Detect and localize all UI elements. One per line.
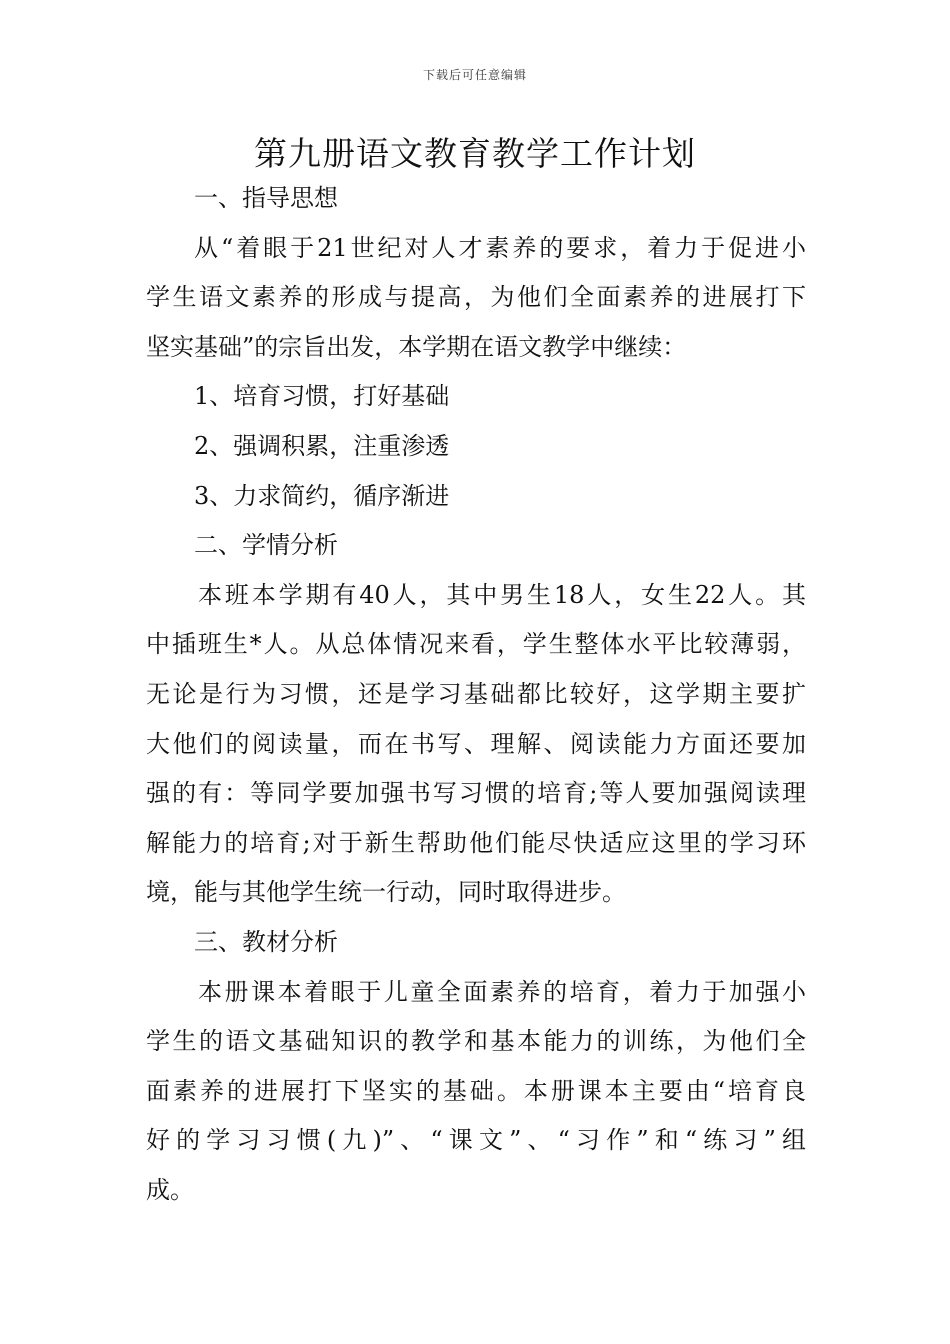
- header-note: 下载后可任意编辑: [422, 68, 527, 82]
- paragraph-line: 本册课本着眼于儿童全面素养的培育，着力于加强小: [198, 977, 806, 1006]
- paragraph-line: 境，能与其他学生统一行动，同时取得进步。: [146, 878, 626, 907]
- paragraph-line: 强的有：等同学要加强书写习惯的培育;等人要加强阅读理: [146, 779, 806, 808]
- paragraph-line: 学生语文素养的形成与提高，为他们全面素养的进展打下: [146, 283, 806, 312]
- paragraph-line: 中插班生*人。从总体情况来看，学生整体水平比较薄弱，: [146, 630, 806, 659]
- list-item: 3、力求简约，循序渐进: [194, 481, 450, 510]
- paragraph-line: 学生的语文基础知识的教学和基本能力的训练，为他们全: [146, 1027, 806, 1056]
- document-body: [146, 174, 806, 1215]
- list-item: 2、强调积累，注重渗透: [194, 431, 450, 460]
- paragraph-line: 好的学习习惯(九)”、“课文”、“习作”和“练习”组: [146, 1126, 806, 1155]
- document-title: 第九册语文教育教学工作计划: [254, 134, 696, 173]
- paragraph-line: 面素养的进展打下坚实的基础。本册课本主要由“培育良: [146, 1076, 806, 1105]
- paragraph-line: 成。: [146, 1175, 194, 1204]
- section-heading: 二、学情分析: [194, 531, 338, 560]
- paragraph-line: 从“着眼于21世纪对人才素养的要求，着力于促进小: [194, 233, 806, 262]
- paragraph-line: 解能力的培育;对于新生帮助他们能尽快适应这里的学习环: [146, 828, 806, 857]
- paragraph-line: 坚实基础”的宗旨出发，本学期在语文教学中继续：: [146, 332, 687, 361]
- paragraph-line: 大他们的阅读量，而在书写、理解、阅读能力方面还要加: [146, 729, 806, 758]
- section-heading: 一、指导思想: [194, 184, 338, 212]
- list-item: 1、培育习惯，打好基础: [194, 382, 450, 411]
- section-heading: 三、教材分析: [194, 927, 338, 956]
- paragraph-line: 无论是行为习惯，还是学习基础都比较好，这学期主要扩: [146, 679, 806, 708]
- paragraph-line: 本班本学期有40人，其中男生18人，女生22人。其: [198, 580, 806, 609]
